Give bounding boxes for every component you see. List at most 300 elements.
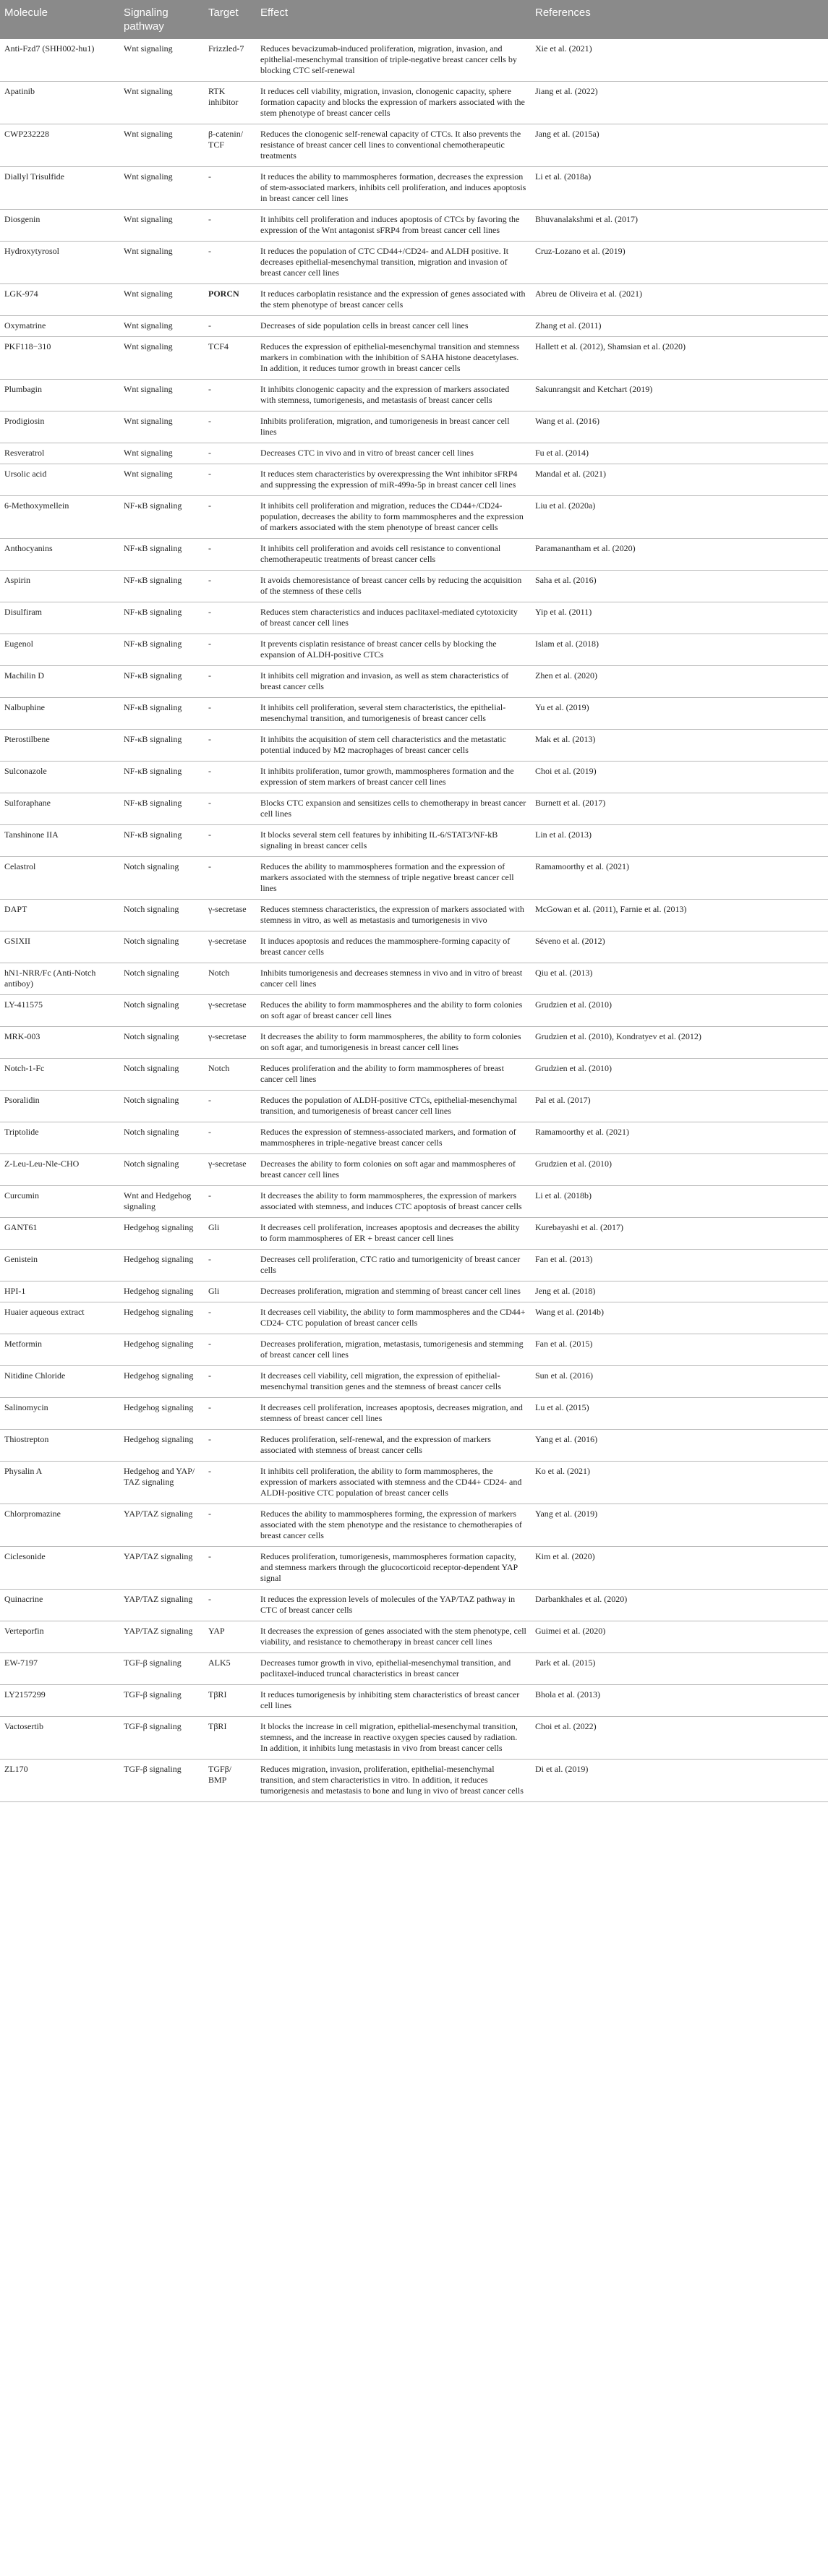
- references-cell-text: Ramamoorthy et al. (2021): [535, 861, 629, 871]
- signaling-pathway-cell: [119, 825, 204, 857]
- target-cell: [204, 666, 256, 698]
- molecule-cell-text: Oxymatrine: [4, 320, 46, 330]
- molecule-cell-text: Plumbagin: [4, 384, 43, 394]
- effect-cell: [256, 1091, 531, 1122]
- target-cell: [204, 167, 256, 210]
- molecule-cell-text: Verteporfin: [4, 1626, 44, 1636]
- signaling-pathway-cell-text: Hedgehog signaling: [124, 1339, 194, 1349]
- molecule-cell-text: Triptolide: [4, 1127, 39, 1137]
- table-row: [0, 1186, 828, 1218]
- molecule-cell: [0, 1302, 119, 1334]
- target-cell: [204, 1590, 256, 1621]
- references-cell-text: Zhang et al. (2011): [535, 320, 602, 330]
- signaling-pathway-cell-text: NF-κB signaling: [124, 702, 182, 712]
- molecule-cell: [0, 210, 119, 242]
- target-cell: [204, 634, 256, 666]
- effect-cell: [256, 337, 531, 380]
- molecule-cell-text: Diallyl Trisulfide: [4, 171, 65, 182]
- signaling-pathway-cell: [119, 539, 204, 571]
- signaling-pathway-cell-text: Hedgehog signaling: [124, 1222, 194, 1232]
- molecule-cell: [0, 825, 119, 857]
- table-row: [0, 242, 828, 284]
- references-cell: [531, 124, 828, 167]
- molecule-cell-text: GANT61: [4, 1222, 38, 1232]
- target-cell: [204, 793, 256, 825]
- signaling-pathway-cell: [119, 1717, 204, 1760]
- molecule-cell-text: Psoralidin: [4, 1095, 40, 1105]
- signaling-pathway-cell-text: Hedgehog signaling: [124, 1307, 194, 1317]
- target-cell: [204, 1334, 256, 1366]
- effect-cell: [256, 762, 531, 793]
- molecule-cell-text: Machilin D: [4, 670, 44, 681]
- target-cell: [204, 1091, 256, 1122]
- signaling-pathway-cell: [119, 82, 204, 124]
- references-cell-text: Hallett et al. (2012), Shamsian et al. (2020): [535, 341, 686, 351]
- effect-cell: [256, 1366, 531, 1398]
- molecule-cell: [0, 411, 119, 443]
- effect-cell: [256, 1760, 531, 1802]
- molecule-cell: [0, 167, 119, 210]
- table-row: [0, 602, 828, 634]
- references-cell-text: Paramanantham et al. (2020): [535, 543, 636, 553]
- table-row: [0, 1091, 828, 1122]
- molecule-cell: [0, 730, 119, 762]
- header-effect: Effect: [256, 0, 531, 39]
- references-cell: [531, 242, 828, 284]
- effect-cell-text: Decreases of side population cells in breast cancer cell lines: [260, 320, 469, 330]
- effect-cell-text: It inhibits cell proliferation and migration, reduces the CD44+/CD24- population, decreases the ability to form mammospheres and the expression of markers associated with the stem phenotype of breast cancer cells: [260, 500, 524, 532]
- signaling-pathway-cell-text: YAP/TAZ signaling: [124, 1551, 193, 1561]
- signaling-pathway-cell: [119, 1091, 204, 1122]
- table-row: [0, 793, 828, 825]
- signaling-pathway-cell-text: Wnt signaling: [124, 129, 173, 139]
- references-cell: [531, 1122, 828, 1154]
- target-cell-text: γ-secretase: [208, 1031, 247, 1041]
- molecule-cell: [0, 1122, 119, 1154]
- target-cell: [204, 1186, 256, 1218]
- effect-cell: [256, 1218, 531, 1250]
- molecule-cell-text: Vactosertib: [4, 1721, 43, 1731]
- target-cell-text: -: [208, 214, 211, 224]
- references-cell: [531, 82, 828, 124]
- target-cell-text: -: [208, 861, 211, 871]
- references-cell-text: Qiu et al. (2013): [535, 968, 593, 978]
- effect-cell: [256, 793, 531, 825]
- table-row: [0, 1059, 828, 1091]
- signaling-pathway-cell-text: NF-κB signaling: [124, 734, 182, 744]
- table-row: [0, 380, 828, 411]
- target-cell: [204, 1653, 256, 1685]
- effect-cell: [256, 857, 531, 900]
- target-cell: [204, 931, 256, 963]
- molecule-cell-text: Sulforaphane: [4, 798, 51, 808]
- references-cell: [531, 539, 828, 571]
- signaling-pathway-cell-text: NF-κB signaling: [124, 798, 182, 808]
- effect-cell-text: It inhibits cell migration and invasion, as well as stem characteristics of breast cancer cells: [260, 670, 509, 691]
- molecule-cell-text: Ciclesonide: [4, 1551, 46, 1561]
- signaling-pathway-cell-text: TGF-β signaling: [124, 1721, 182, 1731]
- table-row: [0, 411, 828, 443]
- molecule-cell: [0, 124, 119, 167]
- effect-cell-text: It decreases the expression of genes associated with the stem phenotype, cell viability, and resistance to chemotherapy in breast cancer cell lines: [260, 1626, 526, 1647]
- references-cell: [531, 931, 828, 963]
- references-cell: [531, 337, 828, 380]
- references-cell: [531, 1760, 828, 1802]
- target-cell: [204, 1250, 256, 1281]
- references-cell-text: Grudzien et al. (2010), Kondratyev et al. (2012): [535, 1031, 701, 1041]
- effect-cell-text: It decreases cell proliferation, increases apoptosis, decreases migration, and stemness of breast cancer cell lines: [260, 1402, 523, 1423]
- effect-cell-text: It decreases the ability to form mammospheres, the ability to form colonies on soft agar, and tumorigenesis in breast cancer cell lines: [260, 1031, 521, 1052]
- table-row: [0, 539, 828, 571]
- signaling-pathway-cell: [119, 1760, 204, 1802]
- target-cell-text: -: [208, 1466, 211, 1476]
- references-cell: [531, 698, 828, 730]
- molecule-cell-text: Nalbuphine: [4, 702, 45, 712]
- effect-cell-text: Reduces migration, invasion, proliferation, epithelial-mesenchymal transition, and stem characteristics in vitro. In addition, it reduces tumorigenesis and metastasis to bone and lung in vivo of breast cancer cells: [260, 1764, 524, 1796]
- signaling-pathway-cell-text: Notch signaling: [124, 1031, 179, 1041]
- molecule-cell: [0, 1430, 119, 1462]
- table-row: [0, 1760, 828, 1802]
- signaling-pathway-cell: [119, 634, 204, 666]
- references-cell: [531, 167, 828, 210]
- target-cell: [204, 496, 256, 539]
- signaling-pathway-cell: [119, 698, 204, 730]
- effect-cell-text: It inhibits the acquisition of stem cell characteristics and the metastatic potential induced by M2 macrophages of breast cancer cells: [260, 734, 506, 755]
- table-row: [0, 1462, 828, 1504]
- table-row: [0, 666, 828, 698]
- target-cell-text: β-catenin/ TCF: [208, 129, 244, 150]
- references-cell: [531, 1504, 828, 1547]
- molecule-cell: [0, 1685, 119, 1717]
- molecule-cell: [0, 571, 119, 602]
- table-row: [0, 1590, 828, 1621]
- molecule-cell-text: Apatinib: [4, 86, 35, 96]
- table-row: [0, 730, 828, 762]
- effect-cell: [256, 1186, 531, 1218]
- references-cell-text: Yang et al. (2019): [535, 1509, 598, 1519]
- target-cell: [204, 337, 256, 380]
- molecule-cell-text: Salinomycin: [4, 1402, 48, 1412]
- target-cell-text: -: [208, 448, 211, 458]
- signaling-pathway-cell-text: Wnt signaling: [124, 341, 173, 351]
- target-cell: [204, 602, 256, 634]
- signaling-pathway-cell: [119, 337, 204, 380]
- table-row: [0, 1717, 828, 1760]
- target-cell: [204, 1760, 256, 1802]
- table-row: [0, 825, 828, 857]
- references-cell: [531, 1281, 828, 1302]
- target-cell: [204, 124, 256, 167]
- references-cell: [531, 1621, 828, 1653]
- table-row: [0, 82, 828, 124]
- references-cell-text: Darbankhales et al. (2020): [535, 1594, 628, 1604]
- target-cell: [204, 1027, 256, 1059]
- signaling-pathway-cell-text: Notch signaling: [124, 999, 179, 1010]
- target-cell-text: -: [208, 1594, 211, 1604]
- effect-cell-text: It decreases cell proliferation, increases apoptosis and decreases the ability to form mammospheres of ER + breast cancer cell lines: [260, 1222, 520, 1243]
- molecule-cell: [0, 1504, 119, 1547]
- references-cell: [531, 1717, 828, 1760]
- effect-cell-text: It avoids chemoresistance of breast cancer cells by reducing the acquisition of the stemness of these cells: [260, 575, 522, 596]
- table-row: [0, 1621, 828, 1653]
- table-row: [0, 1218, 828, 1250]
- molecule-cell: [0, 1218, 119, 1250]
- target-cell-text: Notch: [208, 1063, 230, 1073]
- molecule-cell: [0, 602, 119, 634]
- molecule-cell: [0, 995, 119, 1027]
- effect-cell-text: It reduces the expression levels of molecules of the YAP/TAZ pathway in CTC of breast cancer cells: [260, 1594, 516, 1615]
- molecule-cell-text: Pterostilbene: [4, 734, 50, 744]
- header-signaling-pathway: Signaling pathway: [119, 0, 204, 39]
- target-cell-text: ALK5: [208, 1658, 231, 1668]
- effect-cell-text: Decreases cell proliferation, CTC ratio and tumorigenicity of breast cancer cells: [260, 1254, 521, 1275]
- molecule-cell-text: Anti-Fzd7 (SHH002-hu1): [4, 43, 95, 54]
- target-cell: [204, 825, 256, 857]
- references-cell: [531, 825, 828, 857]
- target-cell-text: -: [208, 607, 211, 617]
- table-row: [0, 210, 828, 242]
- table-row: [0, 1334, 828, 1366]
- signaling-pathway-cell-text: YAP/TAZ signaling: [124, 1509, 193, 1519]
- target-cell-text: -: [208, 1509, 211, 1519]
- references-cell-text: Sakunrangsit and Ketchart (2019): [535, 384, 653, 394]
- table-header: [0, 0, 828, 39]
- table-row: [0, 963, 828, 995]
- signaling-pathway-cell: [119, 464, 204, 496]
- table-row: [0, 316, 828, 337]
- effect-cell-text: It inhibits cell proliferation and avoids cell resistance to conventional chemotherapeutic treatments of breast cancer cells: [260, 543, 501, 564]
- signaling-pathway-cell: [119, 602, 204, 634]
- effect-cell: [256, 1685, 531, 1717]
- signaling-pathway-cell: [119, 284, 204, 316]
- signaling-pathway-cell-text: Wnt signaling: [124, 43, 173, 54]
- references-cell: [531, 602, 828, 634]
- molecule-cell: [0, 666, 119, 698]
- signaling-pathway-cell: [119, 1398, 204, 1430]
- molecule-cell: [0, 762, 119, 793]
- effect-cell-text: Reduces the clonogenic self-renewal capacity of CTCs. It also prevents the resistance of breast cancer cell lines to conventional chemotherapeutic treatments: [260, 129, 521, 161]
- references-cell: [531, 1154, 828, 1186]
- target-cell: [204, 963, 256, 995]
- molecule-cell: [0, 496, 119, 539]
- signaling-pathway-cell: [119, 496, 204, 539]
- effect-cell: [256, 730, 531, 762]
- target-cell: [204, 82, 256, 124]
- molecule-cell: [0, 39, 119, 82]
- target-cell: [204, 1504, 256, 1547]
- references-cell-text: Guimei et al. (2020): [535, 1626, 606, 1636]
- references-cell: [531, 666, 828, 698]
- references-cell: [531, 1430, 828, 1462]
- references-cell-text: Li et al. (2018b): [535, 1190, 592, 1200]
- target-cell: [204, 411, 256, 443]
- effect-cell-text: Decreases proliferation, migration and stemming of breast cancer cell lines: [260, 1286, 521, 1296]
- signaling-pathway-cell: [119, 931, 204, 963]
- molecule-cell-text: Aspirin: [4, 575, 30, 585]
- table-row: [0, 1027, 828, 1059]
- signaling-pathway-cell: [119, 1590, 204, 1621]
- target-cell: [204, 1685, 256, 1717]
- effect-cell-text: It induces apoptosis and reduces the mammosphere-forming capacity of breast cancer cells: [260, 936, 511, 957]
- effect-cell: [256, 634, 531, 666]
- effect-cell-text: It decreases the ability to form mammospheres, the expression of markers associated with stemness, and induces CTC apoptosis of breast cancer cells: [260, 1190, 522, 1211]
- molecule-cell-text: DAPT: [4, 904, 27, 914]
- target-cell-text: -: [208, 670, 211, 681]
- references-cell: [531, 1250, 828, 1281]
- molecule-cell-text: Ursolic acid: [4, 469, 47, 479]
- target-cell-text: -: [208, 1190, 211, 1200]
- target-cell-text: -: [208, 766, 211, 776]
- table-row: [0, 39, 828, 82]
- references-cell: [531, 443, 828, 464]
- effect-cell-text: Reduces stem characteristics and induces paclitaxel-mediated cytotoxicity of breast cancer cell lines: [260, 607, 518, 628]
- references-cell-text: Yang et al. (2016): [535, 1434, 598, 1444]
- signaling-pathway-cell: [119, 1366, 204, 1398]
- signaling-pathway-cell: [119, 857, 204, 900]
- effect-cell: [256, 82, 531, 124]
- molecule-cell: [0, 1027, 119, 1059]
- references-cell-text: Grudzien et al. (2010): [535, 1159, 612, 1169]
- references-cell-text: Saha et al. (2016): [535, 575, 597, 585]
- molecule-cell-text: Z-Leu-Leu-Nle-CHO: [4, 1159, 80, 1169]
- effect-cell-text: Decreases tumor growth in vivo, epithelial-mesenchymal transition, and paclitaxel-induced truncal characteristics in breast cancer: [260, 1658, 511, 1679]
- molecule-cell: [0, 1334, 119, 1366]
- references-cell-text: Bhola et al. (2013): [535, 1689, 600, 1699]
- references-cell-text: Lin et al. (2013): [535, 829, 592, 840]
- signaling-pathway-cell-text: Hedgehog signaling: [124, 1402, 194, 1412]
- target-cell: [204, 1547, 256, 1590]
- signaling-pathway-cell-text: Hedgehog signaling: [124, 1254, 194, 1264]
- target-cell-text: -: [208, 575, 211, 585]
- signaling-pathway-cell-text: Notch signaling: [124, 1063, 179, 1073]
- table-row: [0, 496, 828, 539]
- signaling-pathway-cell: [119, 124, 204, 167]
- signaling-pathway-cell: [119, 210, 204, 242]
- references-cell-text: Wang et al. (2014b): [535, 1307, 605, 1317]
- signaling-pathway-cell-text: Notch signaling: [124, 1095, 179, 1105]
- signaling-pathway-cell-text: NF-κB signaling: [124, 500, 182, 511]
- molecule-cell-text: Disulfiram: [4, 607, 42, 617]
- target-cell-text: TβRI: [208, 1689, 227, 1699]
- references-cell: [531, 39, 828, 82]
- molecule-cell: [0, 1250, 119, 1281]
- molecule-cell: [0, 464, 119, 496]
- effect-cell: [256, 1430, 531, 1462]
- molecule-cell: [0, 1186, 119, 1218]
- references-cell: [531, 963, 828, 995]
- target-cell-text: -: [208, 543, 211, 553]
- molecule-cell: [0, 1366, 119, 1398]
- molecule-cell: [0, 634, 119, 666]
- header-target: Target: [204, 0, 256, 39]
- signaling-pathway-cell-text: Wnt signaling: [124, 214, 173, 224]
- references-cell-text: Kurebayashi et al. (2017): [535, 1222, 623, 1232]
- references-cell: [531, 496, 828, 539]
- effect-cell: [256, 464, 531, 496]
- effect-cell: [256, 931, 531, 963]
- signaling-pathway-cell: [119, 1685, 204, 1717]
- signaling-pathway-cell: [119, 242, 204, 284]
- signaling-pathway-cell: [119, 995, 204, 1027]
- references-cell: [531, 1186, 828, 1218]
- signaling-pathway-cell-text: TGF-β signaling: [124, 1689, 182, 1699]
- table-row: [0, 167, 828, 210]
- effect-cell: [256, 539, 531, 571]
- effect-cell: [256, 284, 531, 316]
- references-cell-text: Ko et al. (2021): [535, 1466, 590, 1476]
- molecule-cell: [0, 1653, 119, 1685]
- effect-cell: [256, 1027, 531, 1059]
- effect-cell-text: Reduces proliferation and the ability to form mammospheres of breast cancer cell lines: [260, 1063, 504, 1084]
- signaling-pathway-cell: [119, 1218, 204, 1250]
- references-cell: [531, 284, 828, 316]
- target-cell: [204, 698, 256, 730]
- references-cell-text: Choi et al. (2019): [535, 766, 597, 776]
- table-row: [0, 337, 828, 380]
- target-cell: [204, 762, 256, 793]
- molecule-cell: [0, 1281, 119, 1302]
- signaling-pathway-cell: [119, 1621, 204, 1653]
- effect-cell: [256, 443, 531, 464]
- target-cell-text: RTK inhibitor: [208, 86, 239, 107]
- table-row: [0, 571, 828, 602]
- signaling-pathway-cell-text: NF-κB signaling: [124, 639, 182, 649]
- molecule-cell: [0, 1760, 119, 1802]
- signaling-pathway-cell-text: Wnt signaling: [124, 469, 173, 479]
- molecule-cell-text: PKF118−310: [4, 341, 51, 351]
- references-cell-text: Xie et al. (2021): [535, 43, 592, 54]
- references-cell: [531, 1334, 828, 1366]
- references-cell: [531, 730, 828, 762]
- target-cell-text: -: [208, 416, 211, 426]
- signaling-pathway-cell-text: Hedgehog signaling: [124, 1286, 194, 1296]
- signaling-pathway-cell-text: NF-κB signaling: [124, 607, 182, 617]
- effect-cell: [256, 1122, 531, 1154]
- target-cell: [204, 1302, 256, 1334]
- table-row: [0, 1504, 828, 1547]
- target-cell: [204, 900, 256, 931]
- references-cell: [531, 1059, 828, 1091]
- table-row: [0, 1122, 828, 1154]
- molecule-cell-text: CWP232228: [4, 129, 50, 139]
- table-row: [0, 124, 828, 167]
- molecule-cell-text: LY-411575: [4, 999, 43, 1010]
- molecule-cell-text: Genistein: [4, 1254, 38, 1264]
- target-cell: [204, 443, 256, 464]
- effect-cell-text: It inhibits cell proliferation and induces apoptosis of CTCs by favoring the expression of the Wnt antagonist sFRP4 from breast cancer cell lines: [260, 214, 520, 235]
- effect-cell: [256, 167, 531, 210]
- header-row: [0, 0, 828, 39]
- signaling-pathway-cell-text: Wnt signaling: [124, 289, 173, 299]
- table-row: [0, 1653, 828, 1685]
- molecule-cell-text: Sulconazole: [4, 766, 47, 776]
- effect-cell: [256, 1462, 531, 1504]
- signaling-pathway-cell: [119, 1653, 204, 1685]
- molecule-cell: [0, 539, 119, 571]
- effect-cell-text: Reduces bevacizumab-induced proliferation, migration, invasion, and epithelial-mesenchymal transition of triple-negative breast cancer cells by blocking CTC self-renewal: [260, 43, 517, 75]
- molecule-cell-text: Nitidine Chloride: [4, 1370, 66, 1381]
- signaling-pathway-cell: [119, 900, 204, 931]
- references-cell: [531, 464, 828, 496]
- target-cell-text: TGFβ/ BMP: [208, 1764, 232, 1785]
- effect-cell-text: It reduces cell viability, migration, invasion, clonogenic capacity, sphere formation capacity and blocks the expression of markers associated with the stem phenotype of breast cancer cells: [260, 86, 525, 118]
- signaling-pathway-cell: [119, 1334, 204, 1366]
- references-cell: [531, 1685, 828, 1717]
- target-cell-text: Notch: [208, 968, 230, 978]
- molecule-cell: [0, 793, 119, 825]
- effect-cell-text: It blocks several stem cell features by inhibiting IL-6/STAT3/NF-kB signaling in breast cancer cells: [260, 829, 498, 850]
- molecule-cell: [0, 963, 119, 995]
